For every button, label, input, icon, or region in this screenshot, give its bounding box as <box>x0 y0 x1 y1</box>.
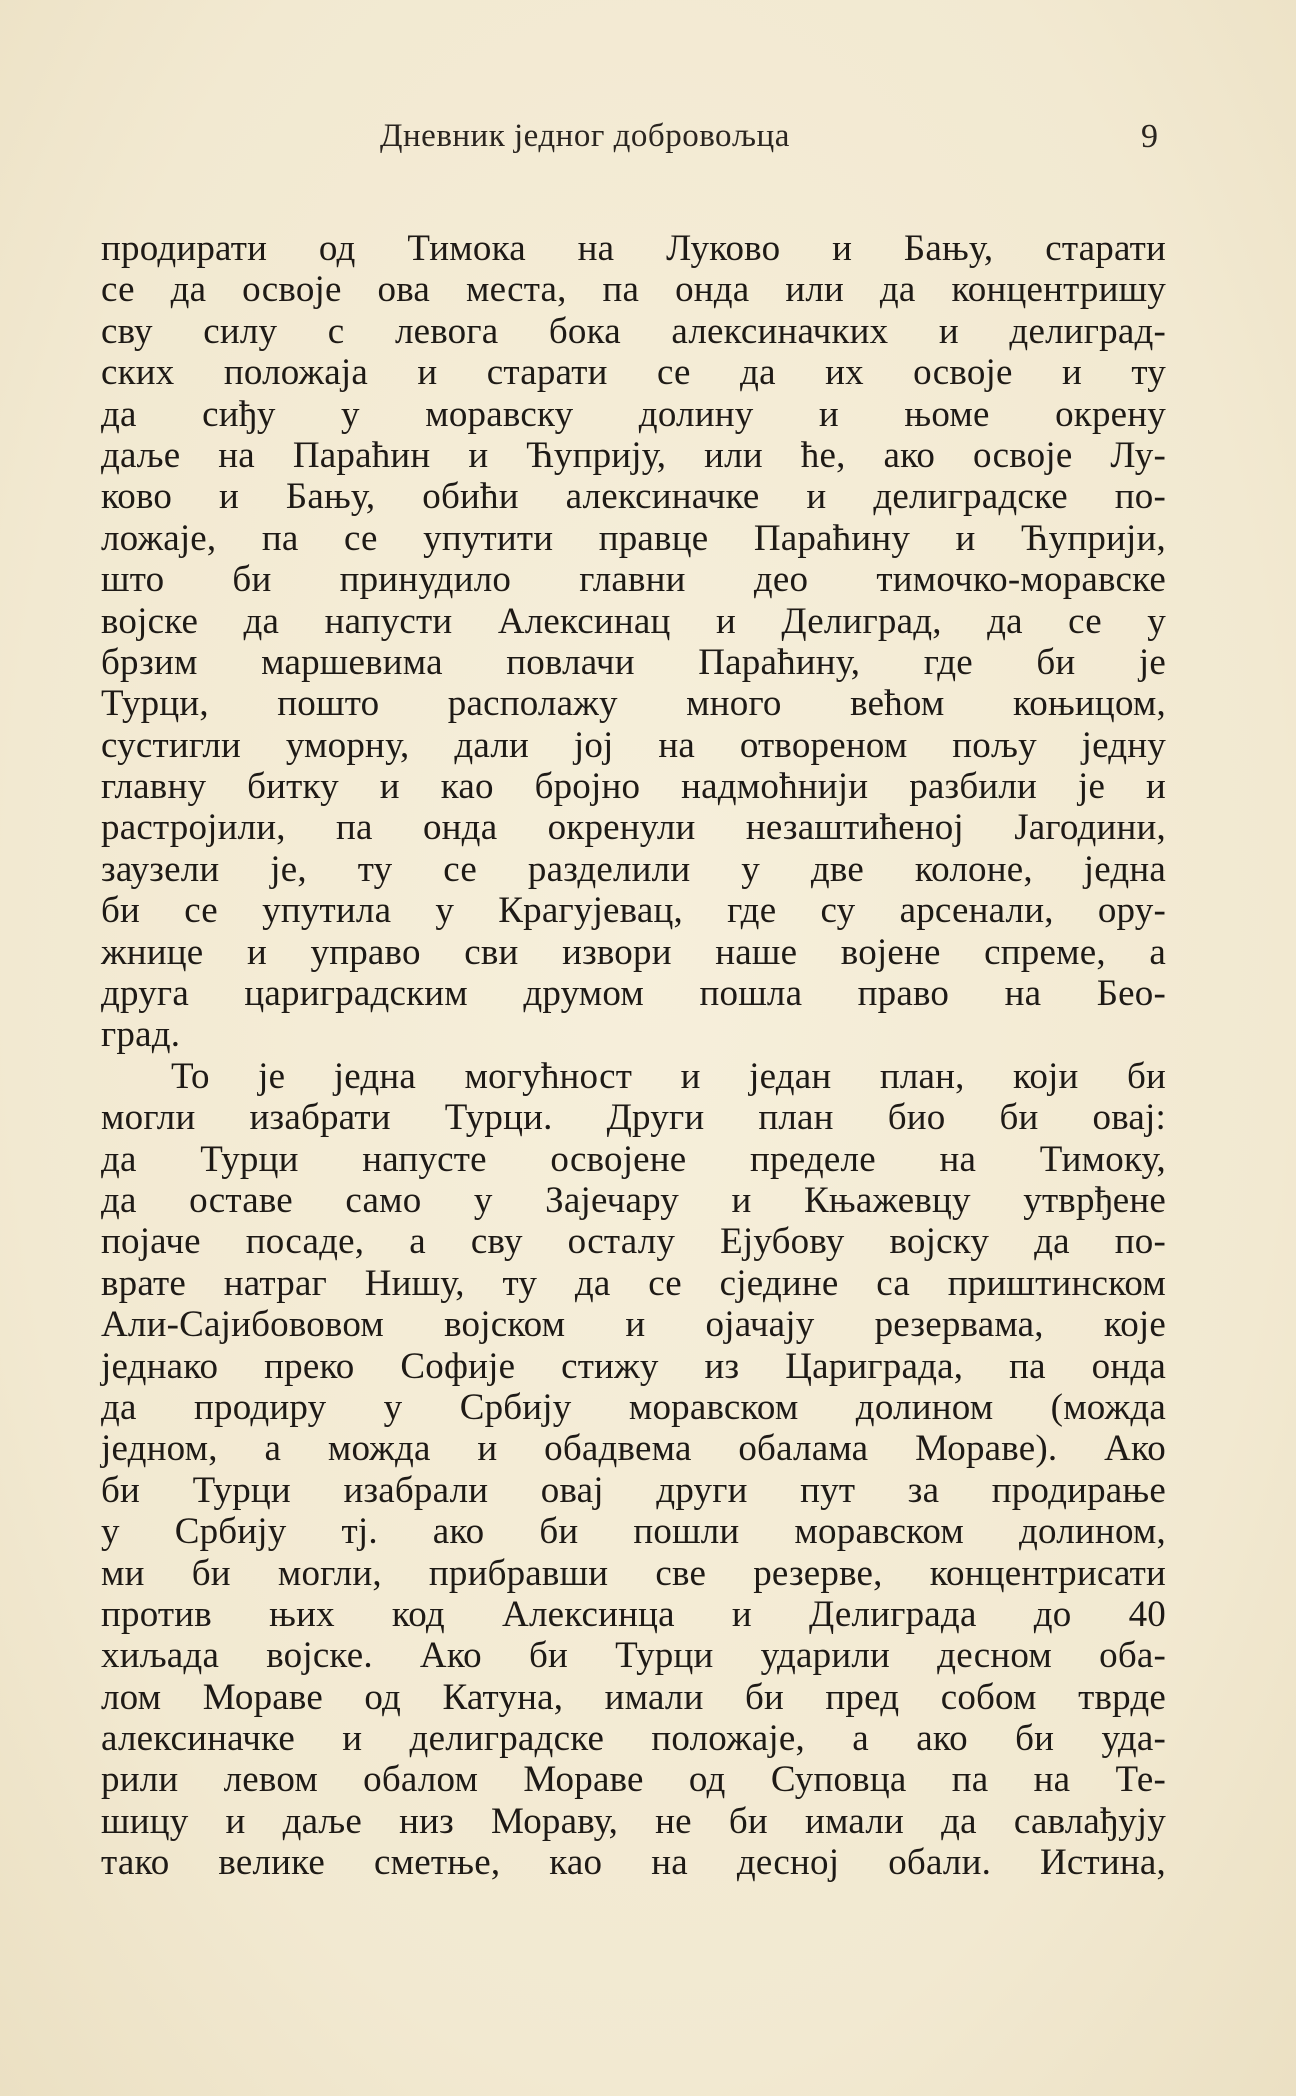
text-line: врате натраг Нишу, ту да се сједине са приштинском <box>101 1262 1166 1304</box>
text-line: брзим маршевима повлачи Параћину, где би је <box>101 641 1166 683</box>
text-line: што би принудило главни део тимочко-моравске <box>101 559 1166 601</box>
text-line: једном, а можда и обадвема обалама Мораве). Ако <box>101 1428 1166 1470</box>
body-text <box>101 228 1166 1884</box>
text-line: против њих код Алексинца и Делиграда до 40 <box>101 1593 1166 1635</box>
text-line: алексиначке и делиградске положаје, а ако би уда- <box>101 1718 1166 1760</box>
text-line: друга цариградским друмом пошла право на Бео- <box>101 973 1166 1015</box>
text-line: ских положаја и старати се да их освоје и ту <box>101 352 1166 394</box>
text-line: заузели је, ту се разделили у две колоне, једна <box>101 848 1166 890</box>
text-line: Али-Сајибововом војском и ојачају резервама, које <box>101 1304 1166 1346</box>
text-line: могли изабрати Турци. Други план био би овај: <box>101 1097 1166 1139</box>
text-line: даље на Параћин и Ћуприју, или ће, ако освоје Лу- <box>101 434 1166 476</box>
text-line: да сиђу у моравску долину и њоме окрену <box>101 393 1166 435</box>
text-line-paragraph-start: То је једна могућност и један план, који би <box>171 1055 1166 1097</box>
text-line: војске да напусти Алексинац и Делиград, да се у <box>101 600 1166 642</box>
running-head-title: Дневник једног добровољца <box>380 118 790 154</box>
page-number: 9 <box>1141 118 1158 155</box>
text-line: у Србију тј. ако би пошли моравском долином, <box>101 1511 1166 1553</box>
text-line: појаче посаде, а сву осталу Ејубову војску да по- <box>101 1221 1166 1263</box>
text-line: лом Мораве од Катуна, имали би пред собом тврде <box>101 1676 1166 1718</box>
text-line: би Турци изабрали овај други пут за продирање <box>101 1469 1166 1511</box>
text-line: би се упутила у Крагујевац, где су арсенали, ору- <box>101 890 1166 932</box>
text-line: шицу и даље низ Мораву, не би имали да савлађују <box>101 1800 1166 1842</box>
text-line: ково и Бању, обићи алексиначке и делиградске по- <box>101 476 1166 518</box>
text-line: главну битку и као бројно надмоћнији разбили је и <box>101 766 1166 808</box>
text-line-paragraph-end: град. <box>101 1014 181 1056</box>
text-line: сустигли уморну, дали јој на отвореном пољу једну <box>101 724 1166 766</box>
text-line: да продиру у Србију моравском долином (можда <box>101 1386 1166 1428</box>
text-line: се да освоје ова места, па онда или да концентришу <box>101 269 1166 311</box>
text-line: да оставе само у Зајечару и Књажевцу утврђене <box>101 1179 1166 1221</box>
text-line: жнице и управо сви извори наше војене спреме, а <box>101 931 1166 973</box>
text-line: хиљада војске. Ако би Турци ударили десном оба- <box>101 1635 1166 1677</box>
text-line: продирати од Тимока на Луково и Бању, старати <box>101 228 1166 269</box>
text-line: ми би могли, прибравши све резерве, концентрисати <box>101 1552 1166 1594</box>
text-line: растројили, па онда окренули незаштићеној Јагодини, <box>101 807 1166 849</box>
text-line: сву силу с левога бока алексиначких и делиград- <box>101 310 1166 352</box>
running-head <box>0 118 1296 168</box>
text-line: рили левом обалом Мораве од Суповца па на Те- <box>101 1759 1166 1801</box>
text-line: да Турци напусте освојене пределе на Тимоку, <box>101 1138 1166 1180</box>
text-line: тако велике сметње, као на десној обали. Истина, <box>101 1842 1166 1884</box>
text-line: једнако преко Софије стижу из Цариграда, па онда <box>101 1345 1166 1387</box>
text-line: ложаје, па се упутити правце Параћину и Ћуприји, <box>101 517 1166 559</box>
text-line: Турци, пошто располажу много већом коњицом, <box>101 683 1166 725</box>
